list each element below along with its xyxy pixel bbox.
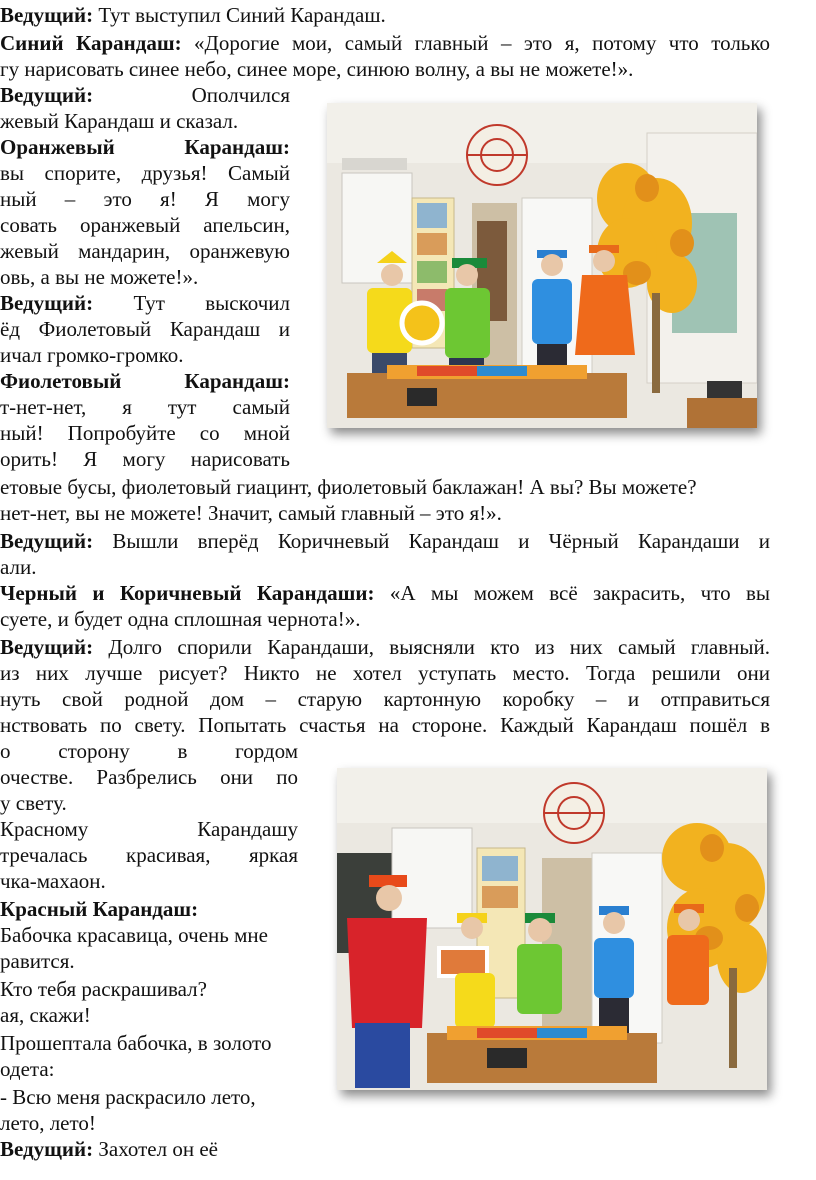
text-line: одета: (0, 1057, 55, 1081)
text-line: Синий Карандаш: «Дорогие мои, самый главный – это я, потому что только (0, 31, 770, 55)
text-line: ный – это я! Я могу (0, 187, 290, 211)
text-line: Ведущий: Ополчился (0, 83, 290, 107)
text-line: Красный Карандаш: (0, 897, 199, 921)
text-line: гу нарисовать синее небо, синее море, синюю волну, а вы не можете!». (0, 57, 634, 81)
text-line: нствовать по свету. Попытать счастья на стороне. Каждый Карандаш пошёл в (0, 713, 770, 737)
text-line: т-нет-нет, я тут самый (0, 395, 290, 419)
text-line: Прошептала бабочка, в золото (0, 1031, 272, 1055)
text-line: равится. (0, 949, 75, 973)
text-line: жевый мандарин, оранжевую (0, 239, 290, 263)
photo-pencils-play-2 (337, 768, 767, 1090)
text-line: Ведущий: Захотел он её (0, 1137, 218, 1161)
text-line: из них лучше рисует? Никто не хотел уступать место. Тогда решили они (0, 661, 770, 685)
text-line: ёд Фиолетовый Карандаш и (0, 317, 290, 341)
text-line: нуть свой родной дом – старую картонную коробку – и отправиться (0, 687, 770, 711)
text-line: ичал громко-громко. (0, 343, 184, 367)
text-line: етовые бусы, фиолетовый гиацинт, фиолетовый баклажан! А вы? Вы можете? (0, 475, 697, 499)
text-line: Кто тебя раскрашивал? (0, 977, 207, 1001)
text-line: ный! Попробуйте со мной (0, 421, 290, 445)
text-line: Ведущий: Вышли вперёд Коричневый Карандаш и Чёрный Карандаши и (0, 529, 770, 553)
text-line: жевый Карандаш и сказал. (0, 109, 239, 133)
text-line: - Всю меня раскрасило лето, (0, 1085, 256, 1109)
text-line: ая, скажи! (0, 1003, 91, 1027)
text-line: вы спорите, друзья! Самый (0, 161, 290, 185)
text-line: Красному Карандашу (0, 817, 298, 841)
text-line: очестве. Разбрелись они по (0, 765, 298, 789)
text-line: тречалась красивая, яркая (0, 843, 298, 867)
text-line: нет-нет, вы не можете! Значит, самый главный – это я!». (0, 501, 502, 525)
text-line: лето, лето! (0, 1111, 96, 1135)
text-line: совать оранжевый апельсин, (0, 213, 290, 237)
text-line: Ведущий: Долго спорили Карандаши, выясняли кто из них самый главный. (0, 635, 770, 659)
text-line: Ведущий: Тут выступил Синий Карандаш. (0, 3, 386, 27)
text-line: у свету. (0, 791, 67, 815)
photo-pencils-play-1 (327, 103, 757, 428)
text-line: Фиолетовый Карандаш: (0, 369, 290, 393)
text-line: Ведущий: Тут выскочил (0, 291, 290, 315)
text-line: али. (0, 555, 37, 579)
text-line: Черный и Коричневый Карандаши: «А мы можем всё закрасить, что вы (0, 581, 770, 605)
text-line: чка-махаон. (0, 869, 106, 893)
text-line: суете, и будет одна сплошная чернота!». (0, 607, 361, 631)
text-line: Оранжевый Карандаш: (0, 135, 290, 159)
text-line: о сторону в гордом (0, 739, 298, 763)
text-line: овь, а вы не можете!». (0, 265, 199, 289)
text-line: Бабочка красавица, очень мне (0, 923, 268, 947)
text-line: орить! Я могу нарисовать (0, 447, 290, 471)
